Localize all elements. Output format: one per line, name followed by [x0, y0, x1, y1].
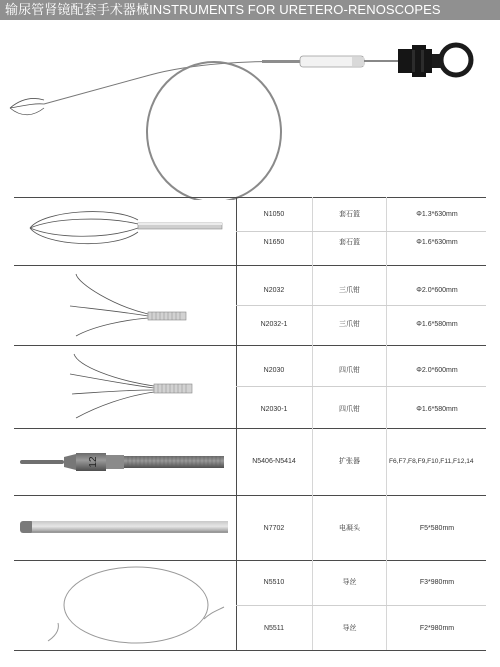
product-spec: Φ1.3*630mm [416, 211, 458, 218]
product-spec: F2*980mm [419, 625, 455, 632]
product-name: 电凝头 [339, 525, 360, 532]
product-name: 导丝 [342, 579, 357, 586]
hero-basket-tip-icon [10, 99, 44, 115]
three-prong-grasper-icon [14, 266, 236, 344]
dilator-icon [14, 429, 236, 494]
row-divider [236, 231, 486, 232]
product-name: 四爪钳 [339, 367, 360, 374]
guide-wire-icon [14, 561, 236, 649]
four-prong-grasper-icon [14, 346, 236, 427]
product-name: 三爪钳 [339, 321, 360, 328]
product-code: N2032-1 [260, 321, 288, 328]
row-divider [236, 386, 486, 387]
page-title: 输尿管肾镜配套手术器械INSTRUMENTS FOR URETERO-RENOSCOPES [5, 2, 441, 17]
product-spec: F6,F7,F8,F9,F10,F11,F12,14 [389, 458, 474, 465]
stone-basket-icon [14, 198, 236, 264]
product-name: 四爪钳 [339, 406, 360, 413]
product-spec: Φ1.6*580mm [416, 321, 458, 328]
product-code: N5511 [263, 625, 285, 632]
product-spec: Φ1.6*580mm [416, 406, 458, 413]
product-code: N1650 [263, 239, 285, 246]
product-spec: F3*980mm [419, 579, 455, 586]
product-name: 套石篮 [339, 239, 360, 246]
row-divider [236, 305, 486, 306]
product-code: N1050 [263, 211, 285, 218]
product-spec: F5*580mm [419, 525, 455, 532]
product-name: 三爪钳 [339, 287, 360, 294]
product-spec: Φ1.6*630mm [416, 239, 458, 246]
product-name: 套石篮 [339, 211, 360, 218]
product-code: N7702 [263, 525, 285, 532]
product-spec: Φ2.0*600mm [416, 367, 458, 374]
section-divider [14, 650, 486, 651]
product-code: N2032 [263, 287, 285, 294]
row-divider [236, 605, 486, 606]
product-name: 扩张器 [339, 458, 360, 465]
product-code: N5510 [263, 579, 285, 586]
product-code: N2030 [263, 367, 285, 374]
product-code: N5406-N5414 [252, 458, 296, 465]
electrode-icon [14, 496, 236, 559]
product-code: N2030-1 [260, 406, 288, 413]
hero-instrument-illustration [0, 20, 500, 200]
page-header [0, 0, 500, 20]
product-spec: Φ2.0*600mm [416, 287, 458, 294]
product-name: 导丝 [342, 625, 357, 632]
dilator-marking: 12 [88, 456, 99, 468]
